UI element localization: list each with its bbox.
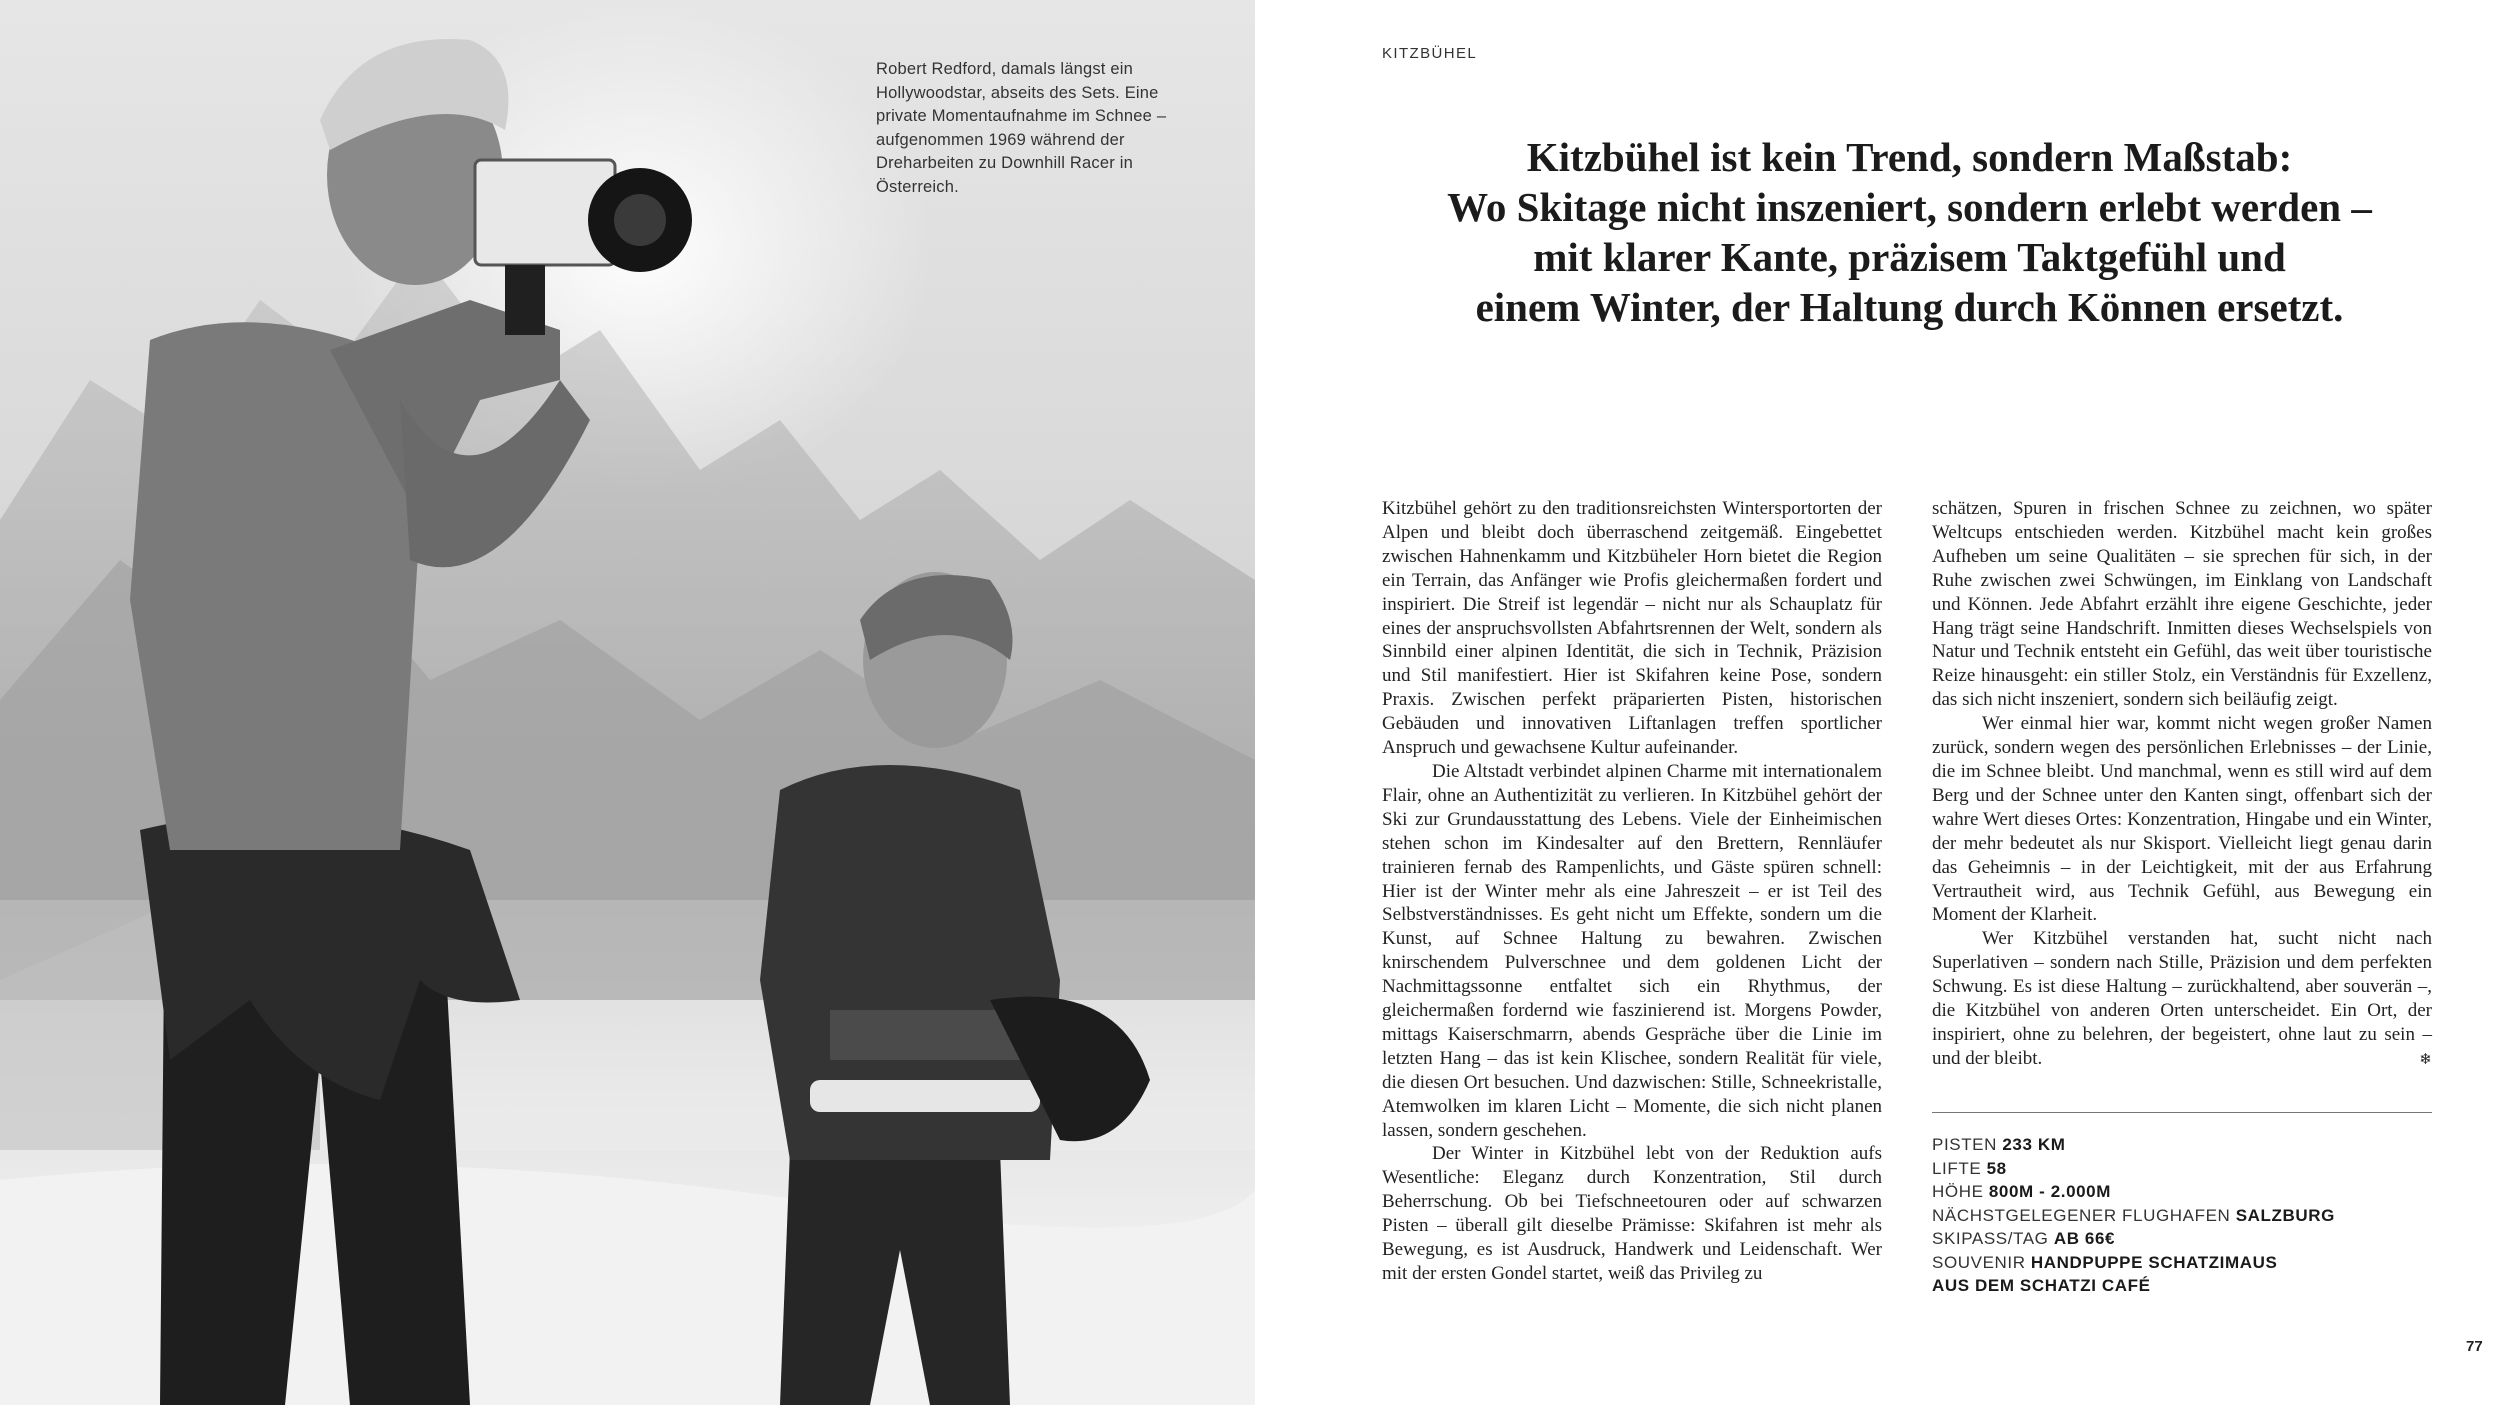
headline-line: Kitzbühel ist kein Trend, sondern Maßstab:	[1526, 134, 2293, 180]
snowflake-icon: ❄	[2419, 1049, 2432, 1068]
fact-row	[1932, 1227, 2452, 1251]
body-paragraph-text: Wer Kitzbühel verstanden hat, sucht nicht nach Superlativen – sondern nach Stille, Präzision und dem perfekten Schwung. Es ist diese Haltung – zurückhaltend, aber souverän –, die Kitzbühel von anderen Orten unterscheidet. Ein Ort, der inspiriert, ohne zu belehren, der begeistert, ohne laut zu sein – und der bleibt.	[1932, 928, 2432, 1069]
body-paragraph: schätzen, Spuren in frischen Schnee zu zeichnen, wo später Weltcups entschieden werden. Kitzbühel macht kein großes Aufheben um seine Qualitäten – sie sprechen für sich, in der Ruhe zwischen zwei Schwüngen, im Einklang von Landschaft und Können. Jede Abfahrt erzählt ihre eigene Geschichte, jeder Hang trägt seine Handschrift. Inmitten dieses Wechselspiels von Natur und Technik entsteht ein Gefühl, das weit über touristische Reize hinausgeht: ein stiller Stolz, ein Verständnis für Exzellenz, das sich nicht inszeniert, sondern sich beiläufig zeigt.	[1932, 498, 2432, 711]
fact-value: SALZBURG	[2235, 1205, 2335, 1225]
fact-row	[1932, 1204, 2452, 1228]
fact-value: 233 KM	[2002, 1135, 2066, 1154]
page-number: 77	[2466, 1338, 2483, 1355]
fact-label: NÄCHSTGELEGENER FLUGHAFEN	[1932, 1205, 2231, 1225]
fact-row	[1932, 1157, 2452, 1181]
body-column-left	[1382, 497, 1882, 1286]
fact-value: AB 66€	[2053, 1229, 2116, 1248]
body-column-right	[1932, 497, 2432, 1071]
fact-label: SOUVENIR	[1932, 1252, 2026, 1272]
body-paragraph: Wer einmal hier war, kommt nicht wegen großer Namen zurück, sondern wegen des persönlichen Erlebnisses – der Linie, die im Schnee bleibt. Und manchmal, wenn es still wird auf dem Berg und der Schnee unter den Kanten singt, offenbart sich der wahre Wert dieses Ortes: Konzentration, Hingabe und ein Winter, der mehr bedeutet als nur Skisport. Vielleicht liegt genau darin das Geheimnis – in der Leichtigkeit, mit der aus Erfahrung Vertrautheit wird, aus Technik Gefühl, aus Bewegung ein Moment der Klarheit.	[1932, 713, 2432, 926]
fact-label: PISTEN	[1932, 1135, 1998, 1154]
facts-box	[1932, 1133, 2452, 1298]
fact-label: LIFTE	[1932, 1158, 1982, 1178]
fact-row	[1932, 1251, 2452, 1275]
body-paragraph: Die Altstadt verbindet alpinen Charme mit internationalem Flair, ohne an Authentizität zu verlieren. In Kitzbühel gehört der Ski zur Grundausstattung des Lebens. Viele der Einheimischen stehen schon im Kindesalter auf den Brettern, Rennläufer trainieren fernab des Rampenlichts, und Gäste spüren schnell: Hier ist der Winter mehr als eine Jahreszeit – er ist Teil des Selbstverständnisses. Es geht nicht um Effekte, sondern um die Kunst, auf Schnee Haltung zu bewahren. Zwischen knirschendem Pulverschnee und dem goldenen Licht der Nachmittagssonne entfaltet sich ein Rhythmus, der gleichermaßen fordernd wie faszinierend ist. Morgens Powder, mittags Kaiserschmarrn, abends Gespräche über die Linie im letzten Hang – das ist kein Klischee, sondern Realität für viele, die diesen Ort besuchen. Und dazwischen: Stille, Schneekristalle, Atemwolken im klaren Licht – Momente, die sich nicht planen lassen, sondern geschehen.	[1382, 760, 1882, 1141]
fact-value: AUS DEM SCHATZI CAFÉ	[1932, 1276, 2151, 1295]
fact-value: 58	[1986, 1158, 2007, 1178]
body-paragraph: Kitzbühel gehört zu den traditionsreichsten Wintersportorten der Alpen und bleibt doch überraschend zeitgemäß. Eingebettet zwischen Hahnenkamm und Kitzbüheler Horn bietet die Region ein Terrain, das Anfänger wie Profis gleichermaßen fordert und inspiriert. Die Streif ist legendär – nicht nur als Schauplatz für eines der anspruchsvollsten Abfahrtsrennen der Welt, sondern als Sinnbild einer alpinen Identität, die sich in Technik, Präzision und Stil manifestiert. Hier ist Skifahren keine Pose, sondern Praxis. Zwischen perfekt präparierten Pisten, historischen Gebäuden und innovativen Liftanlagen treffen sportlicher Anspruch und gewachsene Kultur aufeinander.	[1382, 498, 1882, 759]
facts-divider	[1932, 1112, 2432, 1113]
fact-label: HÖHE	[1932, 1182, 1984, 1201]
fact-row	[1932, 1274, 2452, 1298]
fact-row	[1932, 1133, 2452, 1157]
headline	[1382, 132, 2437, 332]
headline-line: Wo Skitage nicht inszeniert, sondern erlebt werden –	[1447, 184, 2372, 230]
section-label: KITZBÜHEL	[1382, 45, 1478, 62]
photo-caption: Robert Redford, damals längst ein Hollywoodstar, abseits des Sets. Eine private Momentaufnahme im Schnee – aufgenommen 1969 während der Dreharbeiten zu Downhill Racer in Österreich.	[876, 60, 1167, 196]
headline-line: mit klarer Kante, präzisem Taktgefühl und	[1533, 234, 2286, 280]
fact-value: 800M - 2.000M	[1988, 1182, 2111, 1201]
fact-label: SKIPASS/TAG	[1932, 1229, 2049, 1248]
fact-value: HANDPUPPE SCHATZIMAUS	[2030, 1252, 2278, 1272]
body-paragraph-last	[1932, 927, 2432, 1070]
fact-row	[1932, 1180, 2452, 1204]
body-paragraph: Der Winter in Kitzbühel lebt von der Reduktion aufs Wesentliche: Eleganz durch Konzentration, Stil durch Beherrschung. Ob bei Tiefschneetouren oder auf schwarzen Pisten – überall gilt dieselbe Prämisse: Skifahren ist mehr als Bewegung, es ist Ausdruck, Handwerk und Leidenschaft. Wer mit der ersten Gondel startet, weiß das Privileg zu	[1382, 1143, 1882, 1284]
headline-line: einem Winter, der Haltung durch Können ersetzt.	[1475, 284, 2344, 330]
